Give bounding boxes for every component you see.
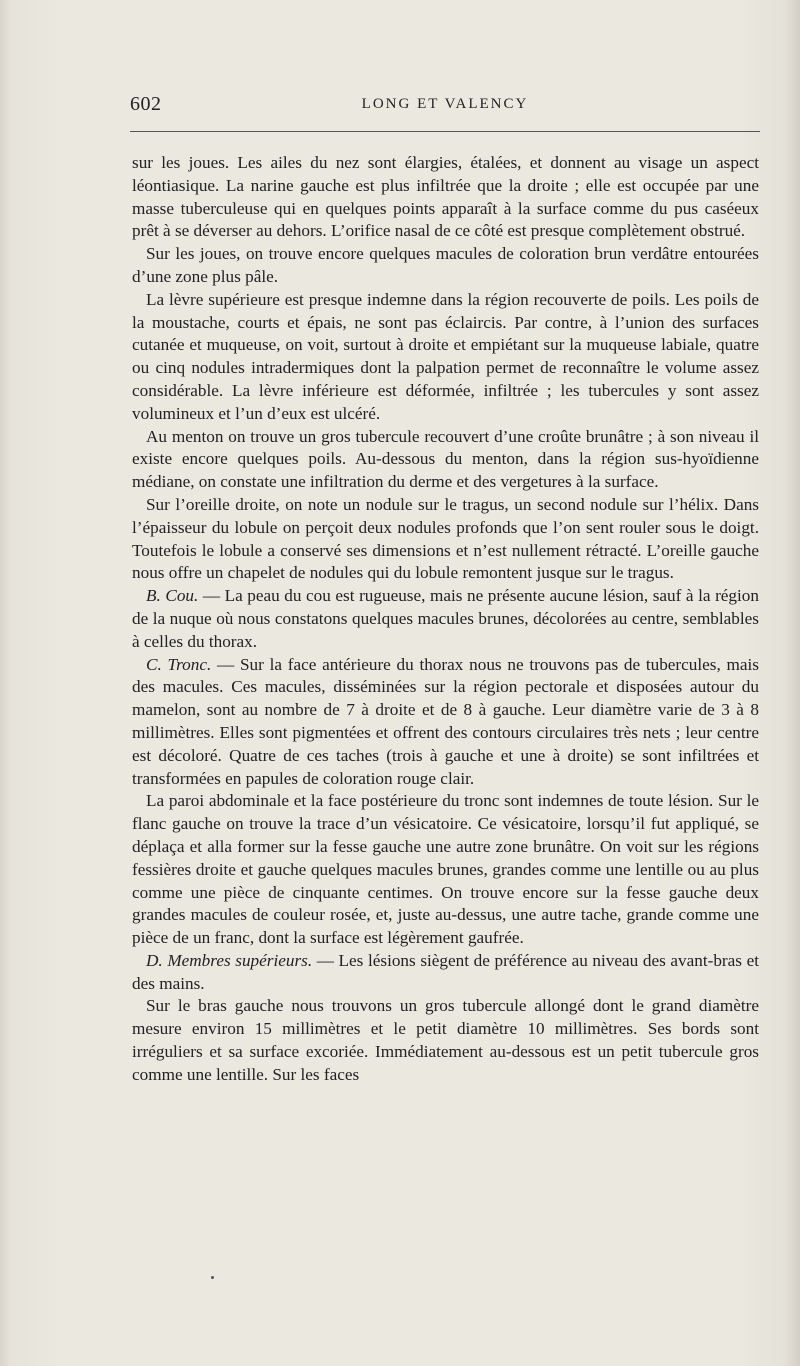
paragraph-7-lead: C. Tronc. [146, 654, 212, 674]
paragraph-7-text: — Sur la face antérieure du thorax nous ne trouvons pas de tubercules, mais des macules. Ces macules, disséminées sur la région pectorale et disposées autour du mamelon, sont au nombre de 7 à droite et de 8 à gauche. Leur diamètre varie de 3 à 8 millimètres. Elles sont pigmentées et offrent des contours circulaires très nets ; leur centre est décoloré. Quatre de ces taches (trois à gauche et une à droite) se sont infiltrées et transformées en papules de coloration rouge clair. [132, 654, 759, 788]
ink-speck [211, 1276, 214, 1279]
paragraph-1 [132, 152, 759, 243]
header-rule [130, 131, 760, 132]
paragraph-10 [132, 995, 759, 1086]
paragraph-4 [132, 426, 759, 494]
paragraph-3 [132, 289, 759, 426]
paragraph-3-text: La lèvre supérieure est presque indemne dans la région recouverte de poils. Les poils de la moustache, courts et épais, ne sont pas éclaircis. Par contre, à l’union des surfaces cutanée et muqueuse, on voit, surtout à droite et empiétant sur la muqueuse labiale, quatre ou cinq nodules intradermiques dont la palpation permet de reconnaître le volume assez considérable. La lèvre inférieure est déformée, infiltrée ; les tubercules y sont assez volumineux et l’un d’eux est ulcéré. [132, 289, 759, 423]
paragraph-8-text: La paroi abdominale et la face postérieure du tronc sont indemnes de toute lésion. Sur le flanc gauche on trouve la trace d’un vésicatoire. Ce vésicatoire, lorsqu’il fut appliqué, se déplaça et alla former sur la fesse gauche une autre zone brunâtre. On voit sur les régions fessières droite et gauche quelques macules brunes, grandes comme une lentille ou au plus comme une pièce de cinquante centimes. On trouve encore sur la fesse gauche deux grandes macules de couleur rosée, et, juste au-dessus, une autre tache, grande comme une pièce de un franc, dont la surface est légèrement gaufrée. [132, 791, 759, 948]
paragraph-2-text: Sur les joues, on trouve encore quelques macules de coloration brun verdâtre entourées d’une zone plus pâle. [132, 244, 759, 286]
paragraph-2 [132, 243, 759, 289]
paragraph-8 [132, 790, 759, 950]
paragraph-7 [132, 654, 759, 791]
paragraph-10-text: Sur le bras gauche nous trouvons un gros tubercule allongé dont le grand diamètre mesure environ 15 millimètres et le petit diamètre 10 millimètres. Ses bords sont irréguliers et sa surface excoriée. Immédiatement au-dessous est un petit tubercule gros comme une lentille. Sur les faces [132, 996, 759, 1084]
paragraph-6-text: — La peau du cou est rugueuse, mais ne présente aucune lésion, sauf à la région de la nuque où nous constatons quelques macules brunes, décolorées au centre, semblables à celles du thorax. [132, 586, 759, 651]
paragraph-5-text: Sur l’oreille droite, on note un nodule sur le tragus, un second nodule sur l’hélix. Dans l’épaisseur du lobule on perçoit deux nodules profonds que l’on sent rouler sous le doigt. Toutefois le lobule a conservé ses dimensions et n’est nullement rétracté. L’oreille gauche nous offre un chapelet de nodules qui du lobule remontent jusque sur le tragus. [132, 494, 759, 583]
paragraph-9-text: — Les lésions siègent de préférence au niveau des avant-bras et des mains. [132, 950, 759, 993]
page-number: 602 [130, 93, 162, 115]
paragraph-4-text: Au menton on trouve un gros tubercule recouvert d’une croûte brunâtre ; à son niveau il existe encore quelques poils. Au-dessous du menton, dans la région sus-hyoïdienne médiane, on constate une infiltration du derme et des vergetures à la surface. [132, 426, 759, 492]
running-head: LONG ET VALENCY [361, 96, 529, 112]
body-text [132, 152, 759, 1087]
paragraph-1-text: sur les joues. Les ailes du nez sont élargies, étalées, et donnent au visage un aspect léontiasique. La narine gauche est plus infiltrée que la droite ; elle est occupée par une masse tuberculeuse qui en quelques points apparaît à la surface comme du pus caséeux prêt à se déverser au dehors. L’orifice nasal de ce côté est presque complètement obstrué. [132, 153, 759, 241]
page-header [130, 93, 760, 117]
paragraph-6-lead: B. Cou. [146, 586, 199, 606]
paragraph-6 [132, 585, 759, 653]
paragraph-9 [132, 950, 759, 996]
paragraph-5 [132, 494, 759, 585]
paragraph-9-lead: D. Membres supérieurs. [146, 950, 313, 970]
